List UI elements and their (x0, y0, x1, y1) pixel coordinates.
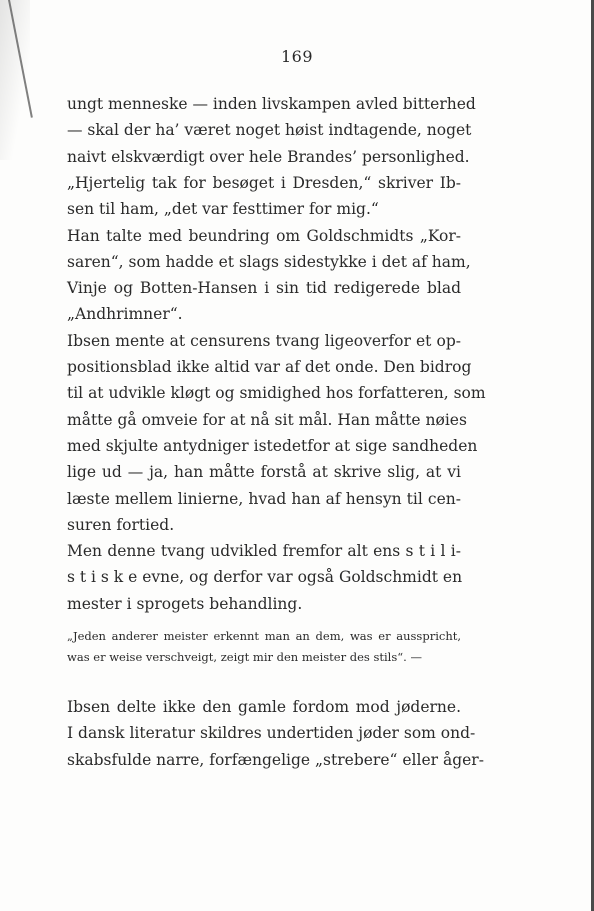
page-number: 169 (280, 47, 314, 66)
text-line: I dansk literatur skildres undertiden jøder som ond- (67, 724, 476, 743)
text-line: naivt elskværdigt over hele Brandes’ personlighed. (67, 147, 470, 166)
text-line: Vinje og Botten-Hansen i sin tid redigerede blad (67, 279, 461, 298)
text-line: lige ud — ja, han måtte forstå at skrive slig, at vi (67, 463, 461, 482)
text-line: suren fortied. (67, 515, 175, 534)
text-line: læste mellem linierne, hvad han af hensyn til cen- (67, 489, 461, 508)
text-line: positionsblad ikke altid var af det onde. Den bidrog (67, 358, 472, 376)
text-line: Han talte med beundring om Goldschmidts „Kor- (67, 226, 461, 245)
text-line: ungt menneske — inden livskampen avled bitterhed (67, 95, 476, 113)
text-line: s t i s k e evne, og derfor var også Goldschmidt en (67, 568, 463, 587)
text-line: Ibsen delte ikke den gamle fordom mod jøderne. (67, 698, 461, 716)
footnote-line: was er weise verschveigt, zeigt mir den meister des stils“. — (67, 650, 422, 664)
text-line: til at udvikle kløgt og smidighed hos forfatteren, som (67, 384, 486, 403)
text-line: skabsfulde narre, forfængelige „strebere“ eller åger- (67, 750, 484, 769)
text-line: Ibsen mente at censurens tvang ligeoverfor et op- (67, 331, 461, 350)
text-line: saren“, som hadde et slags sidestykke i det af ham, (67, 252, 471, 271)
text-line: med skjulte antydniger istedetfor at sige sandheden (67, 436, 478, 455)
text-line: „Hjertelig tak for besøget i Dresden,“ skriver Ib- (67, 173, 461, 192)
footnote-line: „Jeden anderer meister erkennt man an dem, was er ausspricht, (67, 629, 461, 643)
text-line: — skal der ha’ været noget høist indtagende, noget (67, 121, 472, 140)
text-line: sen til ham, „det var festtimer for mig.“ (67, 200, 379, 219)
text-line: måtte gå omveie for at nå sit mål. Han måtte nøies (67, 410, 467, 429)
text-line: „Andhrimner“. (67, 305, 183, 324)
text-line: Men denne tvang udvikled fremfor alt ens s t i l i- (67, 542, 461, 561)
text-line: mester i sprogets behandling. (67, 594, 303, 613)
